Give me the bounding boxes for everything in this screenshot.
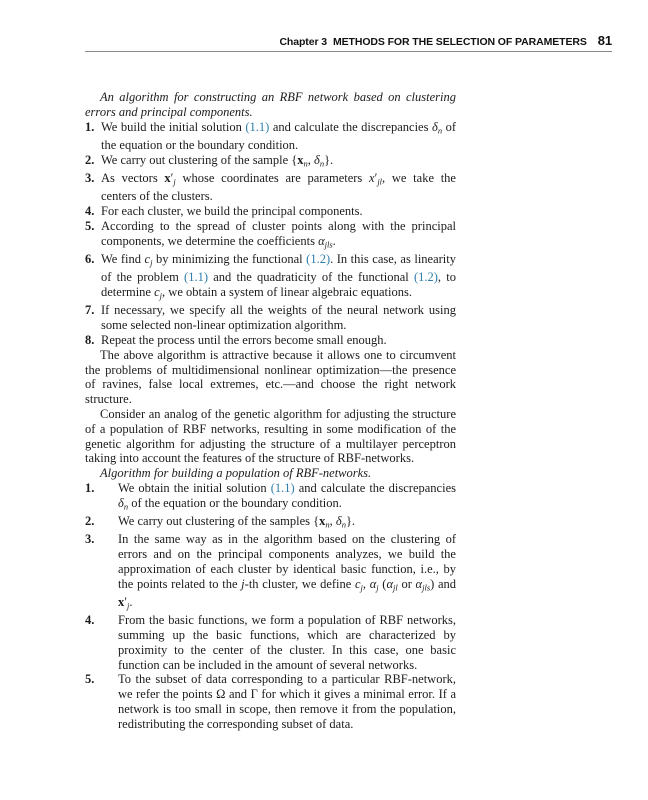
- item-text: We build the initial solution (1.1) and calculate the discrepancies $\delta_n$ of the equation or the boundary condition.: [101, 119, 456, 152]
- running-head: [85, 33, 612, 48]
- item-number: 1.: [85, 480, 95, 495]
- equation-ref-link[interactable]: (1.2): [413, 270, 438, 285]
- running-title: METHODS FOR THE SELECTION OF PARAMETERS: [332, 36, 587, 48]
- list-item: [85, 672, 456, 731]
- item-number: 4.: [85, 613, 95, 628]
- population-algorithm-heading: Algorithm for building a population of RBF-networks.: [100, 466, 372, 481]
- equation-ref-link[interactable]: (1.1): [245, 119, 270, 134]
- list-item: [85, 204, 456, 219]
- item-number: 2.: [85, 514, 95, 529]
- page-number: 81: [597, 33, 612, 48]
- item-number: 4.: [85, 204, 95, 219]
- item-text: We carry out clustering of the sample {$x_n$, $\delta_n$}.: [101, 152, 334, 169]
- item-text: To the subset of data corresponding to a particular RBF-network, we refer the points Ω and Γ for which it gives a minimal error. If a network is too small in scope, then remove it from the population, redistributing the corresponding subset of data.: [118, 672, 456, 731]
- list-item: [85, 171, 456, 204]
- item-text: We find $c_j$ by minimizing the functional (1.2). In this case, as linearity of the problem (1.1) and the quadraticity of the functional (1.2), to determine $c_j$, we obtain a system of linear algebraic equations.: [101, 251, 457, 301]
- item-text: From the basic functions, we form a population of RBF networks, summing up the basic functions, which are characterized by proximity to the center of the cluster. In this case, one basic function can be included in the amount of several networks.: [118, 613, 456, 672]
- item-text: We obtain the initial solution (1.1) and calculate the discrepancies $\delta_n$ of the equation or the boundary condition.: [118, 480, 456, 512]
- item-text: We carry out clustering of the samples {$x_n$, $\delta_n$}.: [118, 514, 356, 530]
- header-rule: [85, 51, 612, 52]
- list-item: [85, 219, 456, 252]
- list-item: [85, 481, 456, 514]
- item-text: If necessary, we specify all the weights of the neural network using some selected non-linear optimization algorithm.: [101, 303, 456, 333]
- intro-paragraph: An algorithm for constructing an RBF network based on clustering errors and principal components.: [85, 90, 456, 119]
- equation-ref-link[interactable]: (1.2): [306, 251, 331, 266]
- item-number: 5.: [85, 218, 95, 233]
- list-item: [85, 153, 456, 171]
- equation-ref-link[interactable]: (1.1): [270, 480, 295, 495]
- item-number: 6.: [85, 251, 95, 266]
- item-number: 3.: [85, 532, 95, 547]
- list-item: [85, 532, 456, 613]
- algorithm-list-population: [85, 481, 456, 732]
- chapter-label: Chapter 3: [279, 36, 327, 48]
- list-item: [85, 613, 456, 672]
- list-item: [85, 333, 456, 348]
- list-item: [85, 514, 456, 532]
- list-item: [85, 252, 456, 303]
- item-number: 5.: [85, 672, 95, 687]
- item-number: 3.: [85, 170, 95, 185]
- item-text: For each cluster, we build the principal components.: [101, 204, 363, 219]
- item-number: 2.: [85, 152, 95, 167]
- item-number: 1.: [85, 119, 95, 134]
- item-number: 8.: [85, 332, 95, 347]
- body-text-column: [85, 90, 456, 732]
- item-text: According to the spread of cluster points along with the principal components, we determine the coefficients $\alpha_{jls}$.: [101, 218, 456, 250]
- paragraph-attractive: The above algorithm is attractive because it allows one to circumvent the problems of multidimensional nonlinear optimization—the presence of ravines, false local extremes, etc.—and choose the right network structure.: [85, 347, 456, 407]
- item-text: In the same way as in the algorithm based on the clustering of errors and on the principal components analyzes, we build the approximation of each cluster by identical basic function, i.e., by the points related to the j-th cluster, we define $c_j$, $\alpha_j$ ($\alpha_{jl}$ or $\alpha_{jls}$) and $x'_j$.: [118, 532, 457, 611]
- list-item: [85, 303, 456, 333]
- list-item: [85, 120, 456, 153]
- item-text: Repeat the process until the errors become small enough.: [101, 332, 387, 347]
- equation-ref-link[interactable]: (1.1): [184, 270, 208, 285]
- item-text: As vectors $x'_j$ whose coordinates are parameters $x'_{jl}$, we take the centers of the clusters.: [101, 170, 456, 204]
- algorithm-list-clustering: [85, 120, 456, 348]
- item-number: 7.: [85, 303, 95, 318]
- paragraph-consider: Consider an analog of the genetic algorithm for adjusting the structure of a population of RBF networks, resulting in some modification of the genetic algorithm for adjusting the structure of a multilayer perceptron taking into account the features of the structure of RBF-networks.: [85, 406, 456, 466]
